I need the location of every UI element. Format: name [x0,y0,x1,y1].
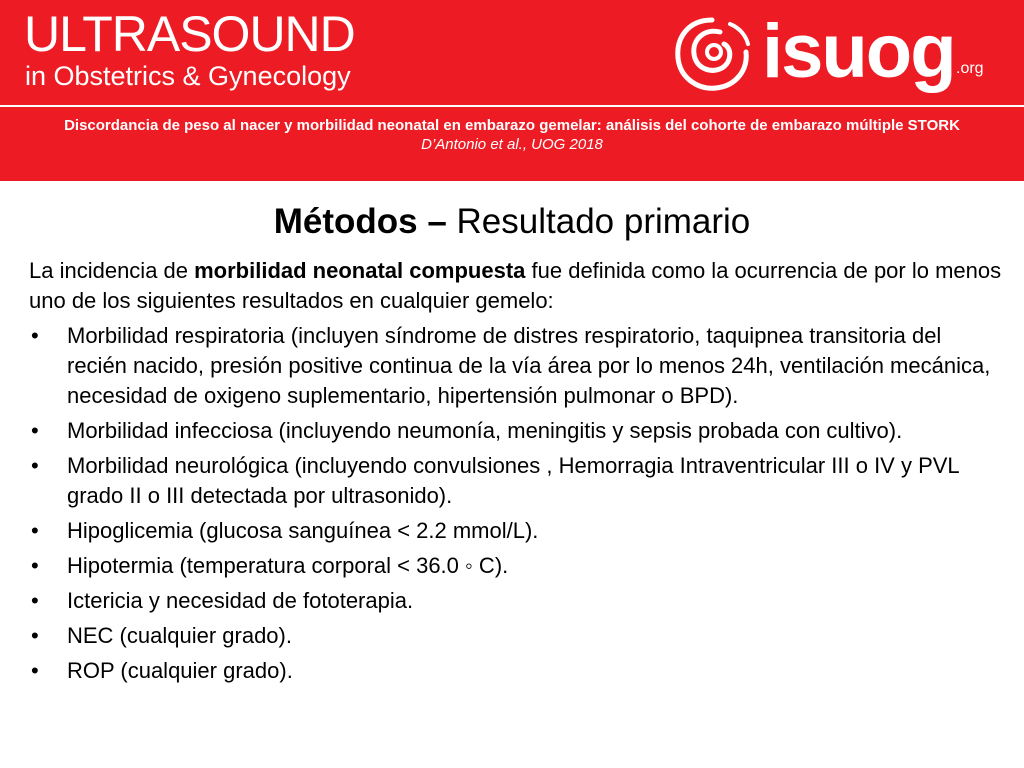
bullet-icon: • [31,553,39,578]
list-item [29,586,1004,616]
list-item [29,451,1004,511]
list-item [29,516,1004,546]
bullet-icon: • [31,518,39,543]
list-item-text: NEC (cualquier grado). [67,623,292,648]
intro-text-after: fue definida como la ocurrencia de por lo menos uno de los siguientes resultados en cualquier gemelo: [29,258,1002,313]
article-citation: D’Antonio et al., UOG 2018 [421,136,603,153]
journal-header [0,0,1024,181]
list-item [29,321,1004,411]
bullet-icon: • [31,418,39,443]
list-item [29,621,1004,651]
logo-domain: .org [956,60,984,77]
slide-title-rest: Resultado primario [446,202,751,241]
article-info [0,116,1024,154]
bullet-icon: • [31,588,39,613]
outcome-list [29,321,1004,686]
list-item-text: Ictericia y necesidad de fototerapia. [67,588,414,613]
slide-title-bold: Métodos – [273,202,447,241]
header-divider [0,105,1024,107]
list-item-text: Morbilidad respiratoria (incluyen síndrome de distres respiratorio, taquipnea transitoria del recién nacido, presión positive continua de la vía área por lo menos 24h, ventilación mecánica, necesidad de oxigeno suplementario, hipertensión pulmonar o BPD). [67,323,991,408]
slide-title [0,200,1024,244]
journal-subtitle: in Obstetrics & Gynecology [25,61,351,91]
list-item-text: ROP (cualquier grado). [67,658,293,683]
list-item-text: Hipoglicemia (glucosa sanguínea < 2.2 mmol/L). [67,518,539,543]
intro-text-before: La incidencia de [29,258,195,283]
intro-paragraph [29,256,1004,316]
bullet-icon: • [31,658,39,683]
logo-text: isuog [762,9,955,94]
bullet-icon: • [31,623,39,648]
bullet-icon: • [31,453,39,478]
list-item-text: Morbilidad neurológica (incluyendo convulsiones , Hemorragia Intraventricular III o IV y PVL grado II o III detectada por ultrasonido). [67,453,959,508]
slide-content [29,256,1004,691]
journal-title: ULTRASOUND [24,6,355,62]
fetus-logo-icon [670,14,754,94]
list-item-text: Morbilidad infecciosa (incluyendo neumonía, meningitis y sepsis probada con cultivo). [67,418,903,443]
bullet-icon: • [31,323,39,348]
list-item [29,656,1004,686]
list-item-text: Hipotermia (temperatura corporal < 36.0 ◦ C). [67,553,509,578]
article-title: Discordancia de peso al nacer y morbilidad neonatal en embarazo gemelar: análisis del cohorte de embarazo múltiple STORK [64,117,960,134]
isuog-logo [670,8,1010,100]
intro-text-bold: morbilidad neonatal compuesta [194,258,526,283]
list-item [29,551,1004,581]
list-item [29,416,1004,446]
